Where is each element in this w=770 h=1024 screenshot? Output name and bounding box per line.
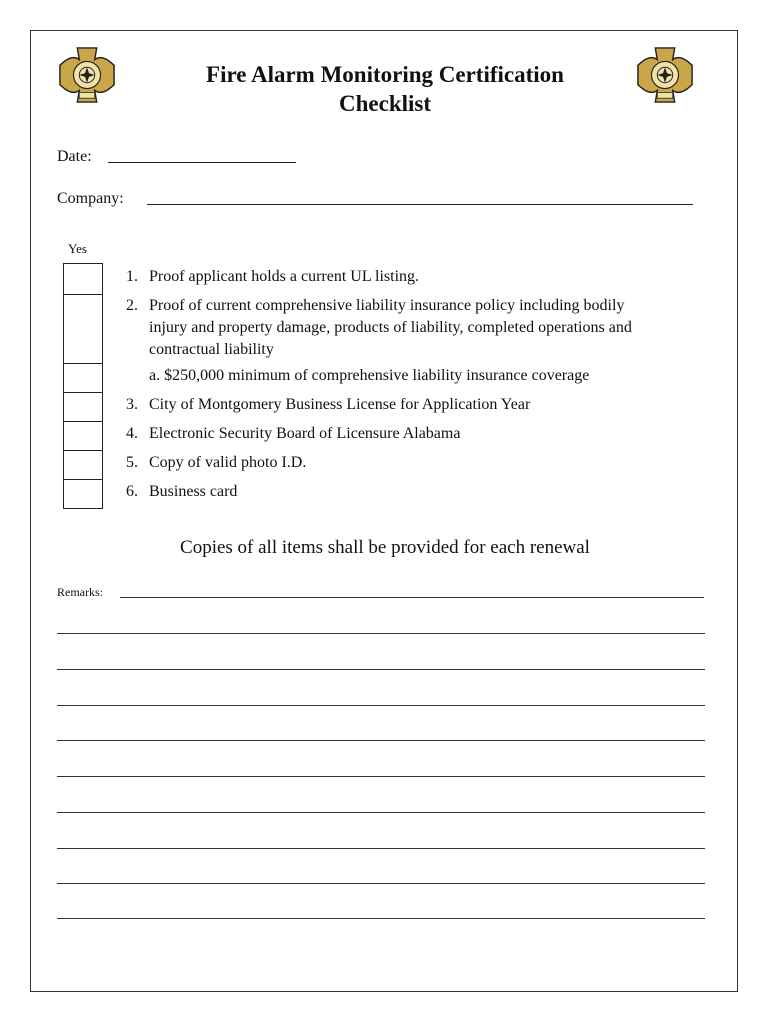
checkbox-item-1[interactable] [63, 263, 103, 295]
remarks-line[interactable] [57, 812, 705, 813]
remarks-line[interactable] [57, 883, 705, 884]
item-number: a. [149, 367, 161, 384]
remarks-line[interactable] [57, 633, 705, 634]
renewal-note: Copies of all items shall be provided for each renewal [180, 537, 590, 558]
checkbox-item-5[interactable] [63, 450, 103, 480]
checklist-item-2-line-3: contractual liability [149, 341, 274, 358]
checklist-item-4: Electronic Security Board of Licensure Alabama [149, 425, 461, 442]
title-line-2: Checklist [339, 91, 431, 116]
checkbox-item-4[interactable] [63, 421, 103, 451]
checklist-subitem-2a [149, 365, 589, 387]
checklist-item-3: City of Montgomery Business License for Application Year [149, 396, 531, 413]
checklist-item-6: Business card [149, 483, 238, 500]
item-number: 3. [126, 396, 138, 413]
checkbox-item-2[interactable] [63, 294, 103, 364]
company-field[interactable] [147, 204, 693, 205]
page-title [150, 60, 620, 118]
remarks-line[interactable] [57, 776, 705, 777]
remarks-line[interactable] [57, 705, 705, 706]
checkbox-item-3[interactable] [63, 392, 103, 422]
date-field[interactable] [108, 162, 296, 163]
date-label: Date: [57, 148, 92, 165]
remarks-line[interactable] [57, 918, 705, 919]
checkbox-item-6[interactable] [63, 479, 103, 509]
checklist-item-1: Proof applicant holds a current UL listing. [149, 268, 420, 285]
remarks-line[interactable] [120, 597, 704, 598]
remarks-line[interactable] [57, 848, 705, 849]
company-label: Company: [57, 190, 124, 207]
checklist-item-5: Copy of valid photo I.D. [149, 454, 307, 471]
checklist-item-2-line-2: injury and property damage, products of liability, completed operations and [149, 319, 632, 336]
item-number: 1. [126, 268, 138, 285]
item-number: 2. [126, 297, 138, 314]
item-number: 4. [126, 425, 138, 442]
checkbox-item-2a[interactable] [63, 363, 103, 393]
yes-column-header: Yes [68, 241, 87, 256]
fire-department-badge-logo [58, 46, 116, 104]
checklist-item-2-line-1: Proof of current comprehensive liability insurance policy including bodily [149, 297, 625, 314]
fire-department-badge-logo [636, 46, 694, 104]
remarks-line[interactable] [57, 669, 705, 670]
remarks-line[interactable] [57, 740, 705, 741]
item-number: 6. [126, 483, 138, 500]
item-number: 5. [126, 454, 138, 471]
title-line-1: Fire Alarm Monitoring Certification [206, 62, 564, 87]
remarks-label: Remarks: [57, 585, 103, 599]
subitem-text: $250,000 minimum of comprehensive liability insurance coverage [164, 367, 590, 384]
